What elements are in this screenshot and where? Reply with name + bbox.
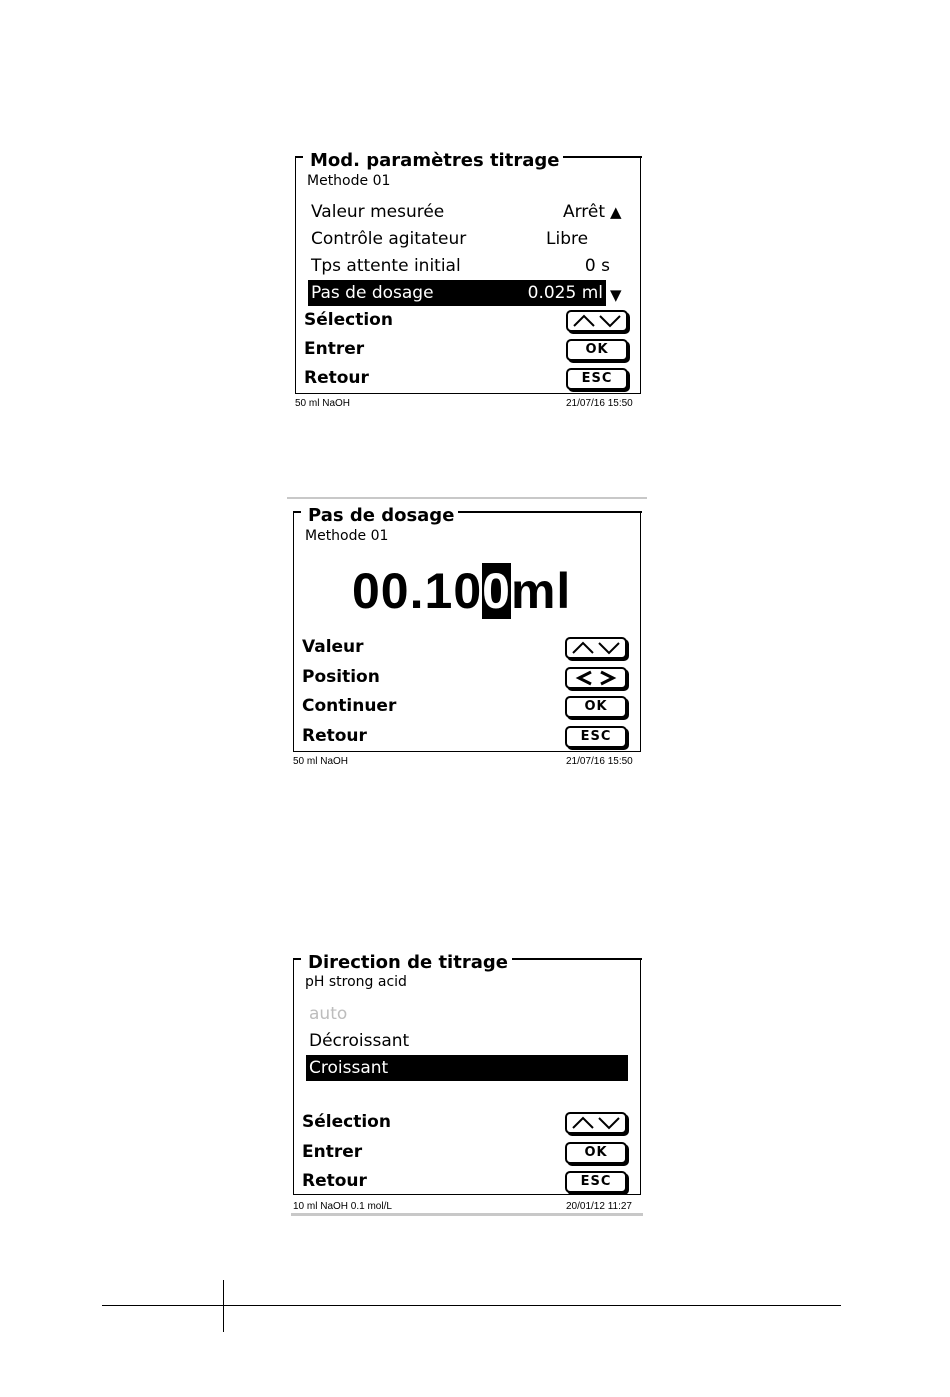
- status-right: 20/01/12 11:27: [566, 1201, 632, 1212]
- frame-top-left: [293, 958, 301, 960]
- param-label: Valeur mesurée: [311, 202, 445, 222]
- param-row-valeur-mesuree[interactable]: [308, 199, 608, 225]
- frame-top-left: [295, 156, 303, 158]
- screen-subtitle: pH strong acid: [305, 974, 407, 990]
- left-right-button[interactable]: [565, 667, 627, 689]
- status-underline: [291, 1213, 643, 1216]
- param-label: Tps attente initial: [311, 256, 461, 276]
- key-label-valeur: Valeur: [302, 637, 364, 657]
- screen-title: Pas de dosage: [304, 506, 458, 526]
- screen-subtitle: Methode 01: [307, 173, 391, 189]
- screen-pas-de-dosage: [293, 505, 641, 752]
- param-row-pas-de-dosage[interactable]: [308, 280, 606, 306]
- option-croissant[interactable]: Croissant: [306, 1055, 628, 1081]
- status-left: 50 ml NaOH: [293, 756, 349, 767]
- key-label-entrer: Entrer: [302, 1142, 363, 1162]
- scroll-down-icon[interactable]: ▼: [610, 286, 622, 304]
- footer-vertical-rule: [223, 1280, 224, 1332]
- param-row-controle-agitateur[interactable]: [308, 226, 608, 252]
- left-right-icon: [567, 669, 625, 687]
- up-down-button[interactable]: [565, 637, 627, 659]
- option-auto: auto: [309, 1004, 348, 1024]
- key-label-selection: Sélection: [302, 1112, 391, 1132]
- param-value: Libre: [546, 229, 589, 249]
- key-label-selection: Sélection: [304, 310, 393, 330]
- screen-title: Direction de titrage: [304, 953, 512, 973]
- ok-button[interactable]: OK: [565, 1142, 627, 1164]
- value-editor[interactable]: [352, 563, 571, 619]
- up-down-button[interactable]: [565, 1112, 627, 1134]
- status-left: 10 ml NaOH 0.1 mol/L: [293, 1201, 392, 1212]
- frame-top-right: [504, 958, 642, 960]
- up-down-icon: [568, 312, 626, 330]
- screen-direction-de-titrage: [293, 952, 641, 1195]
- param-label: Pas de dosage: [311, 283, 434, 303]
- separator-line: [287, 497, 647, 499]
- key-label-entrer: Entrer: [304, 339, 365, 359]
- value-digits: 00.10: [352, 563, 483, 619]
- esc-button[interactable]: ESC: [566, 368, 628, 390]
- key-label-retour: Retour: [302, 1171, 367, 1191]
- footer-horizontal-rule: [102, 1305, 841, 1306]
- screen-mod-parametres-titrage: [295, 150, 641, 394]
- scroll-up-icon[interactable]: ▲: [610, 203, 622, 221]
- key-label-retour: Retour: [302, 726, 367, 746]
- key-label-continuer: Continuer: [302, 696, 397, 716]
- esc-button[interactable]: ESC: [565, 1171, 627, 1193]
- param-value: Arrêt: [562, 202, 605, 222]
- key-label-retour: Retour: [304, 368, 369, 388]
- frame-top-left: [293, 511, 301, 513]
- param-value: 0.025 ml: [527, 283, 603, 303]
- param-value: 0 s: [584, 256, 610, 276]
- param-label: Contrôle agitateur: [311, 229, 467, 249]
- key-label-position: Position: [302, 667, 380, 687]
- up-down-button[interactable]: [566, 310, 628, 332]
- status-right: 21/07/16 15:50: [566, 756, 633, 767]
- esc-button[interactable]: ESC: [565, 726, 627, 748]
- screen-subtitle: Methode 01: [305, 528, 389, 544]
- value-cursor-digit[interactable]: 0: [482, 563, 511, 619]
- frame-top-right: [454, 511, 642, 513]
- value-unit: ml: [510, 563, 572, 619]
- ok-button[interactable]: OK: [565, 696, 627, 718]
- status-right: 21/07/16 15:50: [566, 398, 633, 409]
- screen-title: Mod. paramètres titrage: [306, 151, 563, 171]
- ok-button[interactable]: OK: [566, 339, 628, 361]
- up-down-icon: [567, 1114, 625, 1132]
- param-row-tps-attente-initial[interactable]: [308, 253, 608, 279]
- status-left: 50 ml NaOH: [295, 398, 351, 409]
- option-decroissant[interactable]: Décroissant: [309, 1031, 410, 1051]
- up-down-icon: [567, 639, 625, 657]
